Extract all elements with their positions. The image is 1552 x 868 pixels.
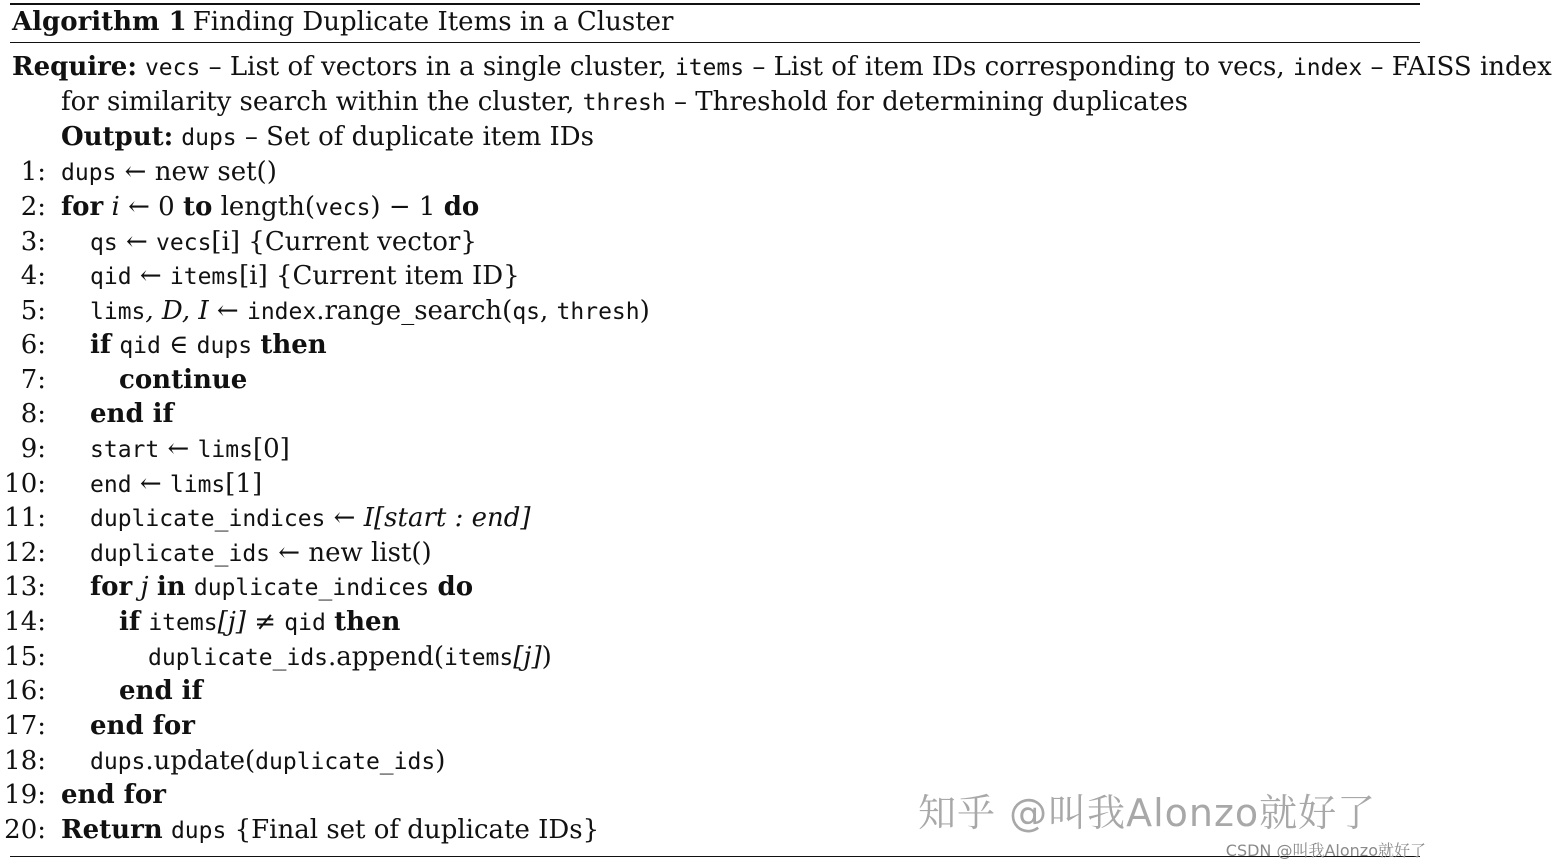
param-vecs-desc: – List of vectors in a single cluster, (200, 52, 675, 82)
algo-line-6 (0, 328, 1400, 362)
algo-line-18 (0, 744, 1400, 778)
line-code: end if (90, 399, 174, 429)
line-number: 16: (4, 676, 46, 706)
require-line-2 (61, 85, 1188, 120)
line-code: qid ← items[i] {Current item ID} (90, 261, 520, 291)
algo-line-15 (0, 640, 1400, 674)
line-code: Return dups {Final set of duplicate IDs} (61, 815, 600, 845)
algo-line-13 (0, 570, 1400, 604)
line-number: 15: (4, 642, 46, 672)
line-number: 14: (4, 607, 46, 637)
param-index: index (1292, 55, 1363, 81)
param-items-desc: – List of item IDs corresponding to vecs, (744, 52, 1293, 82)
line-code: end for (61, 780, 166, 810)
top-rule (10, 3, 1420, 5)
algo-line-11 (0, 501, 1400, 535)
watermark-small: CSDN @叫我Alonzo就好了 (1225, 841, 1426, 860)
output-label: Output: (61, 122, 174, 152)
algo-line-17 (0, 709, 1400, 743)
param-index-desc-cont: for similarity search within the cluster, (61, 87, 583, 117)
algo-line-16 (0, 674, 1400, 708)
line-number: 13: (4, 572, 46, 602)
line-number: 12: (4, 538, 46, 568)
line-code: continue (119, 365, 248, 395)
line-code: duplicate_ids ← new list() (90, 538, 432, 568)
line-number: 19: (4, 780, 46, 810)
line-number: 20: (4, 815, 46, 845)
algo-line-2 (0, 190, 1400, 224)
line-number: 3: (20, 227, 46, 257)
algo-line-4 (0, 259, 1400, 293)
line-code: start ← lims[0] (90, 434, 290, 464)
line-code: dups ← new set() (61, 157, 277, 187)
bottom-rule (10, 856, 1420, 857)
require-line-1 (12, 50, 1552, 85)
line-code: for j in duplicate_indices do (90, 572, 474, 602)
line-number: 4: (20, 261, 46, 291)
line-code: lims, D, I ← index.range_search(qs, thresh) (90, 296, 650, 326)
line-number: 9: (20, 434, 46, 464)
line-code: end for (90, 711, 195, 741)
line-number: 8: (20, 399, 46, 429)
line-code: end ← lims[1] (90, 469, 263, 499)
algo-line-3 (0, 225, 1400, 259)
line-code: for i ← 0 to length(vecs) − 1 do (61, 192, 480, 222)
line-number: 1: (20, 157, 46, 187)
line-code: if items[j] ≠ qid then (119, 607, 401, 637)
algorithm-title: Finding Duplicate Items in a Cluster (192, 7, 674, 37)
algo-line-14 (0, 605, 1400, 639)
algo-line-5 (0, 294, 1400, 328)
line-code: duplicate_indices ← I[start : end] (90, 503, 531, 533)
watermark: 知乎 @叫我Alonzo就好了 (918, 791, 1377, 835)
param-thresh: thresh (582, 90, 666, 116)
line-number: 6: (20, 330, 46, 360)
algorithm-caption (12, 6, 673, 38)
line-number: 7: (20, 365, 46, 395)
algo-line-7 (0, 363, 1400, 397)
param-items: items (674, 55, 745, 81)
line-code: if qid ∈ dups then (90, 330, 327, 360)
line-number: 18: (4, 746, 46, 776)
caption-rule (10, 42, 1420, 43)
line-code: end if (119, 676, 203, 706)
line-code: dups.update(duplicate_ids) (90, 746, 446, 776)
require-label: Require: (12, 52, 137, 82)
algo-line-1 (0, 155, 1400, 189)
algo-line-12 (0, 536, 1400, 570)
line-number: 5: (20, 296, 46, 326)
output-dups: dups (181, 125, 237, 151)
param-thresh-desc: – Threshold for determining duplicates (665, 87, 1188, 117)
output-line (61, 120, 594, 155)
line-number: 17: (4, 711, 46, 741)
line-code: qs ← vecs[i] {Current vector} (90, 227, 477, 257)
line-code: duplicate_ids.append(items[j]) (148, 642, 552, 672)
line-number: 10: (4, 469, 46, 499)
param-vecs: vecs (144, 55, 201, 81)
output-desc: – Set of duplicate item IDs (236, 122, 594, 152)
param-index-desc: – FAISS index (1362, 52, 1552, 82)
algorithm-label: Algorithm 1 (12, 7, 187, 37)
algo-line-10 (0, 467, 1400, 501)
line-number: 11: (4, 503, 46, 533)
algo-line-9 (0, 432, 1400, 466)
algo-line-8 (0, 397, 1400, 431)
line-number: 2: (20, 192, 46, 222)
